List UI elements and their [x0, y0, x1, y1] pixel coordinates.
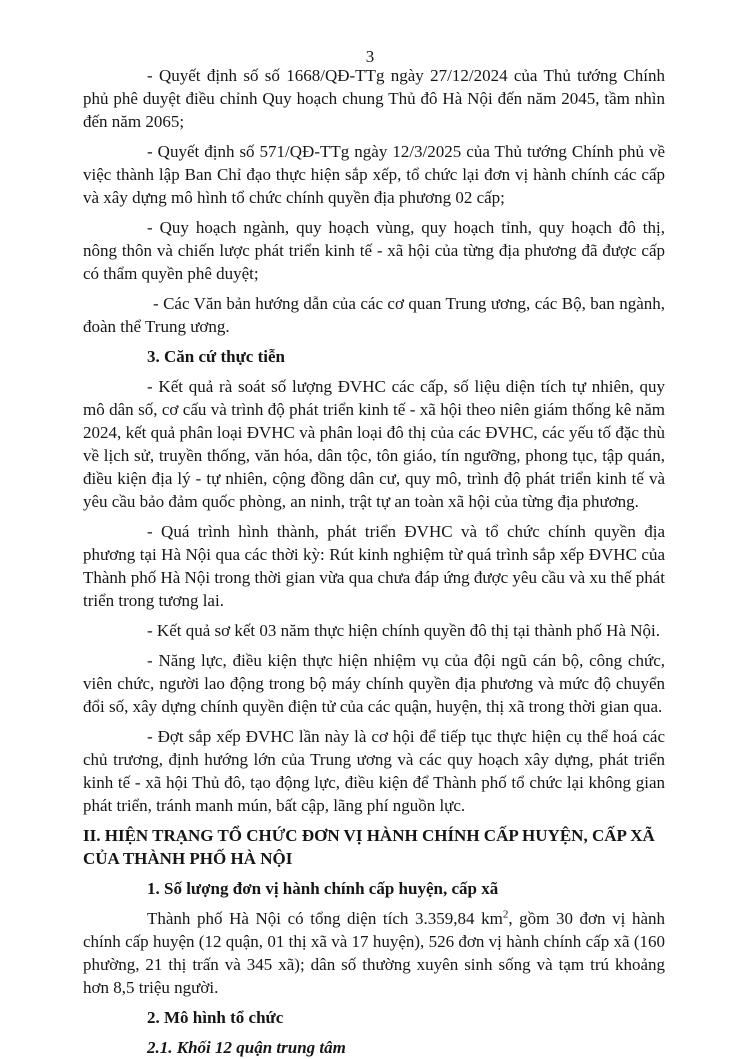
legal-basis-paragraph: - Các Văn bản hướng dẫn của các cơ quan Trung ương, các Bộ, ban ngành, đoàn thể Trung ương.	[83, 294, 665, 336]
subsection-2-heading: 2. Mô hình tổ chức	[147, 1008, 284, 1027]
subsection-2-1-heading: 2.1. Khối 12 quận trung tâm	[147, 1038, 346, 1057]
practical-basis-paragraph: - Năng lực, điều kiện thực hiện nhiệm vụ của đội ngũ cán bộ, công chức, viên chức, người lao động trong bộ máy chính quyền địa phương và mức độ chuyển đổi số, xây dựng chính quyền điện tử của các quận, huyện, thị xã trong thời gian qua.	[83, 651, 665, 716]
practical-basis-heading: 3. Căn cứ thực tiễn	[147, 347, 285, 366]
legal-basis-paragraph: - Quyết định số 571/QĐ-TTg ngày 12/3/2025 của Thủ tướng Chính phủ về việc thành lập Ban Chỉ đạo thực hiện sắp xếp, tổ chức lại đơn vị hành chính các cấp và xây dựng mô hình tổ chức chính quyền địa phương 02 cấp;	[83, 142, 665, 207]
page-number: 3	[365, 47, 375, 66]
section-2-heading: II. HIỆN TRẠNG TỔ CHỨC ĐƠN VỊ HÀNH CHÍNH CẤP HUYỆN, CẤP XÃ CỦA THÀNH PHỐ HÀ NỘI	[83, 826, 655, 868]
area-unit-superscript: 2	[502, 908, 509, 921]
area-text: Thành phố Hà Nội có tổng diện tích 3.359,84 km	[147, 909, 503, 928]
legal-basis-paragraph: - Quy hoạch ngành, quy hoạch vùng, quy hoạch tỉnh, quy hoạch đô thị, nông thôn và chiến lược phát triển kinh tế - xã hội của từng địa phương đã được cấp có thẩm quyền phê duyệt;	[83, 218, 665, 283]
practical-basis-paragraph: - Quá trình hình thành, phát triển ĐVHC và tổ chức chính quyền địa phương tại Hà Nội qua các thời kỳ: Rút kinh nghiệm từ quá trình sắp xếp ĐVHC của Thành phố Hà Nội trong thời gian vừa qua chưa đáp ứng được yêu cầu và xu thế phát triển trong tương lai.	[83, 522, 665, 610]
units-population-text: , gồm 30 đơn vị hành chính cấp huyện (12 quận, 01 thị xã và 17 huyện), 526 đơn vị hành chính cấp xã (160 phường, 21 thị trấn và 345 xã); dân số thường xuyên sinh sống và tạm trú khoảng hơn 8,5 triệu người.	[83, 909, 665, 997]
practical-basis-paragraph: - Kết quả rà soát số lượng ĐVHC các cấp, số liệu diện tích tự nhiên, quy mô dân số, cơ cấu và trình độ phát triển kinh tế - xã hội theo niên giám thống kê năm 2024, kết quả phân loại ĐVHC và phân loại đô thị của các ĐVHC, các yếu tố đặc thù về lịch sử, truyền thống, văn hóa, dân tộc, tôn giáo, tín ngưỡng, phong tục, tập quán, điều kiện địa lý - tự nhiên, cộng đồng dân cư, quy mô, trình độ phát triển kinh tế và yêu cầu bảo đảm quốc phòng, an ninh, trật tự an toàn xã hội của từng địa phương.	[83, 377, 665, 511]
practical-basis-paragraph: - Đợt sắp xếp ĐVHC lần này là cơ hội để tiếp tục thực hiện cụ thể hoá các chủ trương, định hướng lớn của Trung ương và các quy hoạch xây dựng, phát triển kinh tế - xã hội Thủ đô, tạo động lực, điều kiện để Thành phố tổ chức lại không gian phát triển, tránh manh mún, bất cập, lãng phí nguồn lực.	[83, 727, 665, 815]
document-body	[83, 64, 665, 1059]
legal-basis-paragraph: - Quyết định số số 1668/QĐ-TTg ngày 27/12/2024 của Thủ tướng Chính phủ phê duyệt điều chỉnh Quy hoạch chung Thủ đô Hà Nội đến năm 2045, tầm nhìn đến năm 2065;	[83, 66, 665, 131]
practical-basis-paragraph: - Kết quả sơ kết 03 năm thực hiện chính quyền đô thị tại thành phố Hà Nội.	[147, 621, 660, 640]
subsection-1-heading: 1. Số lượng đơn vị hành chính cấp huyện, cấp xã	[147, 879, 499, 898]
subsection-1-paragraph	[83, 907, 665, 999]
